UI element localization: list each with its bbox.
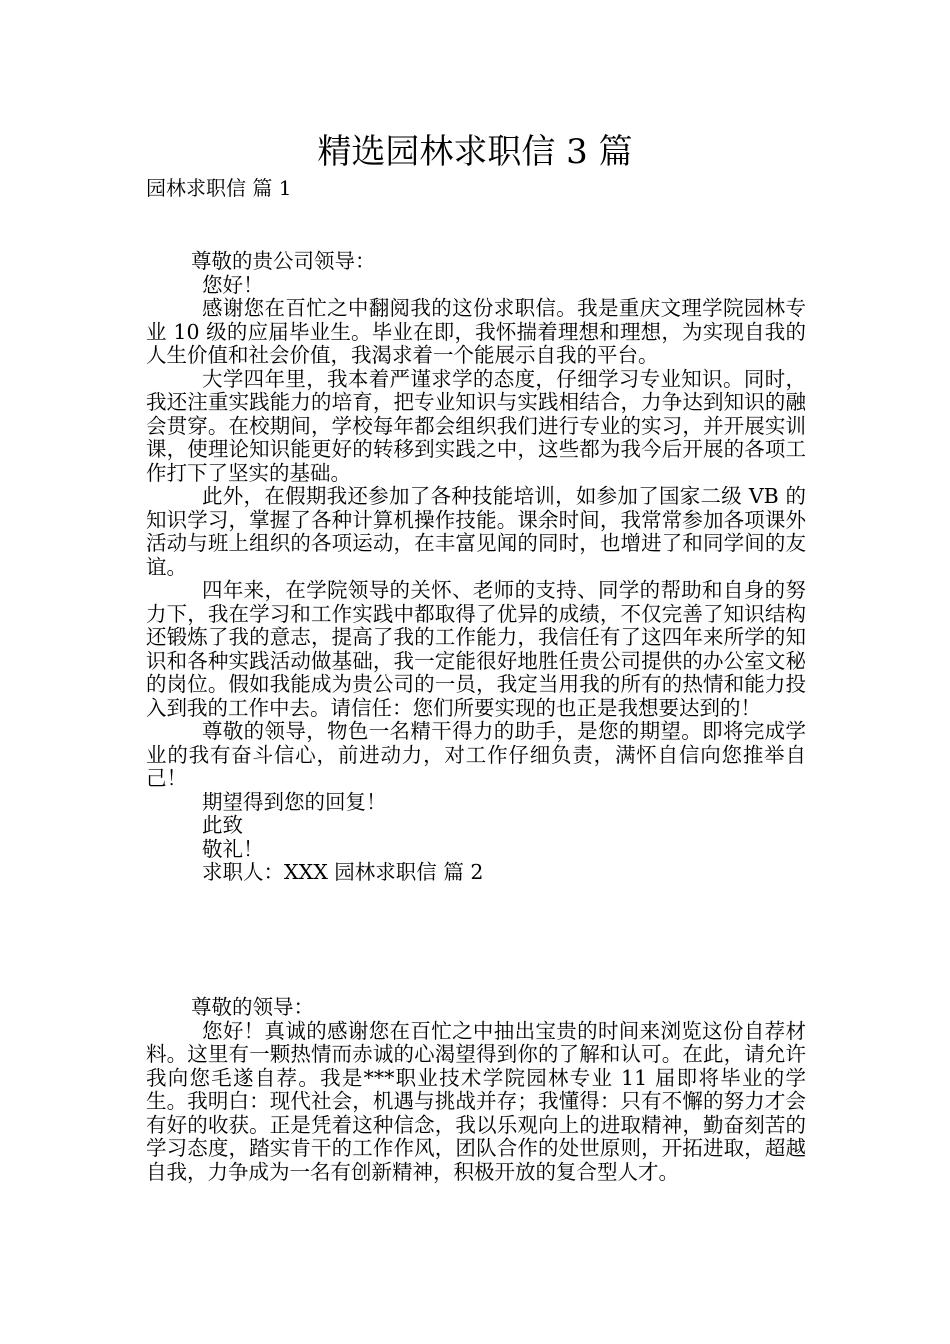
letter1-greeting: 您好！ <box>202 272 264 297</box>
letter2-paragraph-1: 您好！真诚的感谢您在百忙之中抽出宝贵的时间来浏览这份自荐材料。这里有一颗热情而赤诚的心渴望得到你的了解和认可。在此，请允许我向您毛遂自荐。我是***职业技术学院园林专业 11 届即将毕业的学生。我明白：现代社会，机遇与挑战并存；我懂得：只有不懈的努力才会有好的收获。正是凭着这种信念，我以乐观向上的进取精神，勤奋刻苦的学习态度，踏实肯干的工作作风，团队合作的处世原则，开拓进取，超越自我，力争成为一名有创新精神，积极开放的复合型人才。 <box>146 1018 806 1184</box>
letter1-closing-1: 期望得到您的回复！ <box>202 789 387 814</box>
letter2-salutation: 尊敬的领导： <box>191 995 314 1019</box>
letter1-paragraph-2: 大学四年里，我本着严谨求学的态度，仔细学习专业知识。同时，我还注重实践能力的培育，把专业知识与实践相结合，力争达到知识的融会贯穿。在校期间，学校每年都会组织我们进行专业的实习，并开展实训课，使理论知识能更好的转移到实践之中，这些都为我今后开展的各项工作打下了坚实的基础。 <box>146 366 806 485</box>
letter1-paragraph-4: 四年来，在学院领导的关怀、老师的支持、同学的帮助和自身的努力下，我在学习和工作实践中都取得了优异的成绩，不仅完善了知识结构还锻炼了我的意志，提高了我的工作能力，我信任有了这四年来所学的知识和各种实践活动做基础，我一定能很好地胜任贵公司提供的办公室文秘的岗位。假如我能成为贵公司的一员，我定当用我的所有的热情和能力投入到我的工作中去。请信任：您们所要实现的也正是我想要达到的！ <box>146 578 806 720</box>
letter1-paragraph-3: 此外，在假期我还参加了各种技能培训，如参加了国家二级 VB 的知识学习，掌握了各种计算机操作技能。课余时间，我常常参加各项课外活动与班上组织的各项运动，在丰富见闻的同时，也增进了和同学间的友谊。 <box>146 484 806 579</box>
letter1-paragraph-5: 尊敬的领导，物色一名精干得力的助手，是您的期望。即将完成学业的我有奋斗信心，前进动力，对工作仔细负责，满怀自信向您推举自己！ <box>146 719 806 790</box>
letter1-closing-2: 此致 <box>202 813 243 837</box>
letter1-closing-3: 敬礼！ <box>202 836 264 861</box>
letter2-body <box>146 996 806 1184</box>
letter1-paragraph-1: 感谢您在百忙之中翻阅我的这份求职信。我是重庆文理学院园林专业 10 级的应届毕业生。毕业在即，我怀揣着理想和理想，为实现自我的人生价值和社会价值，我渴求着一个能展示自我的平台。 <box>146 296 806 367</box>
document-title: 精选园林求职信 3 篇 <box>317 132 633 172</box>
letter1-heading: 园林求职信 篇 1 <box>146 176 292 200</box>
letter1-salutation: 尊敬的贵公司领导： <box>191 249 376 273</box>
letter1-body <box>146 250 806 885</box>
letter1-signature: 求职人：XXX 园林求职信 篇 2 <box>202 860 484 884</box>
